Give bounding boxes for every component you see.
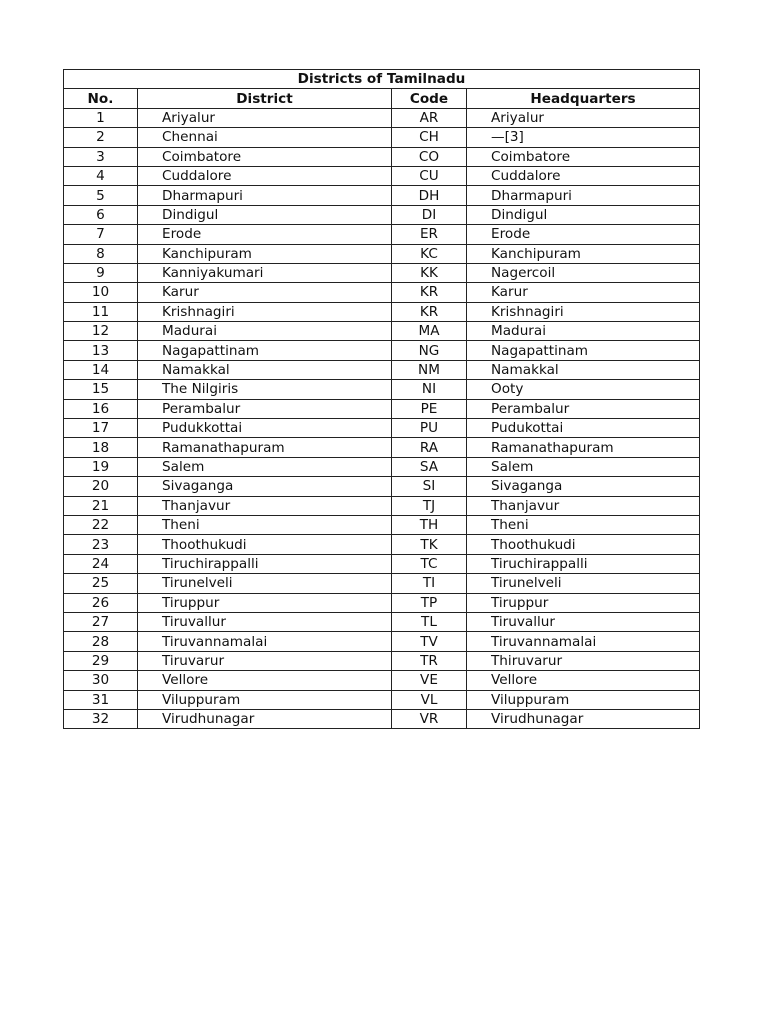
cell-district: Dharmapuri — [138, 186, 392, 205]
cell-district: Perambalur — [138, 399, 392, 418]
cell-code: ER — [392, 225, 467, 244]
cell-headquarters: Dharmapuri — [467, 186, 700, 205]
cell-headquarters: Tirunelveli — [467, 574, 700, 593]
cell-code: NM — [392, 360, 467, 379]
cell-code: TC — [392, 554, 467, 573]
table-row — [64, 360, 700, 379]
cell-code: CU — [392, 166, 467, 185]
table-row — [64, 457, 700, 476]
cell-code: PE — [392, 399, 467, 418]
table-row — [64, 302, 700, 321]
cell-district: Dindigul — [138, 205, 392, 224]
cell-district: Namakkal — [138, 360, 392, 379]
header-code: Code — [392, 89, 467, 108]
cell-no: 20 — [64, 477, 138, 496]
cell-headquarters: Krishnagiri — [467, 302, 700, 321]
cell-no: 26 — [64, 593, 138, 612]
cell-district: Thoothukudi — [138, 535, 392, 554]
cell-district: Tiruvannamalai — [138, 632, 392, 651]
cell-district: Tirunelveli — [138, 574, 392, 593]
cell-no: 21 — [64, 496, 138, 515]
table-row — [64, 166, 700, 185]
cell-no: 8 — [64, 244, 138, 263]
cell-district: Cuddalore — [138, 166, 392, 185]
cell-code: CH — [392, 128, 467, 147]
cell-no: 4 — [64, 166, 138, 185]
cell-no: 3 — [64, 147, 138, 166]
table-row — [64, 515, 700, 534]
cell-code: SI — [392, 477, 467, 496]
cell-code: MA — [392, 322, 467, 341]
table-row — [64, 651, 700, 670]
cell-headquarters: Sivaganga — [467, 477, 700, 496]
header-no: No. — [64, 89, 138, 108]
cell-code: RA — [392, 438, 467, 457]
cell-district: Nagapattinam — [138, 341, 392, 360]
cell-code: PU — [392, 419, 467, 438]
table-row — [64, 128, 700, 147]
cell-no: 18 — [64, 438, 138, 457]
cell-code: TJ — [392, 496, 467, 515]
cell-district: Salem — [138, 457, 392, 476]
cell-code: TH — [392, 515, 467, 534]
cell-code: TI — [392, 574, 467, 593]
table-row — [64, 322, 700, 341]
cell-headquarters: Ooty — [467, 380, 700, 399]
cell-code: NI — [392, 380, 467, 399]
cell-headquarters: Theni — [467, 515, 700, 534]
cell-no: 5 — [64, 186, 138, 205]
header-district: District — [138, 89, 392, 108]
cell-district: Chennai — [138, 128, 392, 147]
cell-no: 32 — [64, 709, 138, 728]
cell-district: Kanniyakumari — [138, 263, 392, 282]
table-row — [64, 225, 700, 244]
table-row — [64, 108, 700, 127]
cell-district: Erode — [138, 225, 392, 244]
cell-no: 24 — [64, 554, 138, 573]
cell-district: Thanjavur — [138, 496, 392, 515]
table-row — [64, 709, 700, 728]
cell-headquarters: Ramanathapuram — [467, 438, 700, 457]
cell-headquarters: Tiruppur — [467, 593, 700, 612]
cell-no: 7 — [64, 225, 138, 244]
cell-headquarters: Virudhunagar — [467, 709, 700, 728]
cell-district: Madurai — [138, 322, 392, 341]
cell-headquarters: Perambalur — [467, 399, 700, 418]
cell-district: The Nilgiris — [138, 380, 392, 399]
cell-no: 2 — [64, 128, 138, 147]
cell-code: VR — [392, 709, 467, 728]
cell-headquarters: Erode — [467, 225, 700, 244]
cell-code: VL — [392, 690, 467, 709]
cell-no: 19 — [64, 457, 138, 476]
table-title: Districts of Tamilnadu — [64, 70, 700, 89]
table-row — [64, 341, 700, 360]
cell-district: Sivaganga — [138, 477, 392, 496]
cell-headquarters: Viluppuram — [467, 690, 700, 709]
cell-district: Pudukkottai — [138, 419, 392, 438]
cell-headquarters: Nagercoil — [467, 263, 700, 282]
cell-no: 1 — [64, 108, 138, 127]
table-header-row — [64, 89, 700, 108]
cell-code: VE — [392, 671, 467, 690]
table-row — [64, 671, 700, 690]
table-row — [64, 419, 700, 438]
table-row — [64, 554, 700, 573]
cell-code: TR — [392, 651, 467, 670]
table-row — [64, 186, 700, 205]
cell-district: Vellore — [138, 671, 392, 690]
cell-district: Tiruchirappalli — [138, 554, 392, 573]
table-row — [64, 244, 700, 263]
cell-headquarters: Salem — [467, 457, 700, 476]
cell-code: DH — [392, 186, 467, 205]
cell-no: 10 — [64, 283, 138, 302]
table-row — [64, 535, 700, 554]
cell-code: AR — [392, 108, 467, 127]
cell-code: TV — [392, 632, 467, 651]
table-row — [64, 496, 700, 515]
cell-no: 6 — [64, 205, 138, 224]
table-row — [64, 574, 700, 593]
cell-district: Ramanathapuram — [138, 438, 392, 457]
cell-headquarters: —[3] — [467, 128, 700, 147]
cell-district: Ariyalur — [138, 108, 392, 127]
cell-headquarters: Vellore — [467, 671, 700, 690]
table-title-row — [64, 70, 700, 89]
cell-headquarters: Tiruvallur — [467, 612, 700, 631]
table-body — [64, 108, 700, 729]
cell-no: 27 — [64, 612, 138, 631]
cell-code: DI — [392, 205, 467, 224]
cell-no: 31 — [64, 690, 138, 709]
cell-district: Coimbatore — [138, 147, 392, 166]
table-row — [64, 283, 700, 302]
cell-headquarters: Cuddalore — [467, 166, 700, 185]
cell-no: 14 — [64, 360, 138, 379]
cell-district: Karur — [138, 283, 392, 302]
cell-code: SA — [392, 457, 467, 476]
header-headquarters: Headquarters — [467, 89, 700, 108]
cell-headquarters: Ariyalur — [467, 108, 700, 127]
cell-headquarters: Thoothukudi — [467, 535, 700, 554]
table-row — [64, 593, 700, 612]
cell-code: TK — [392, 535, 467, 554]
cell-headquarters: Thiruvarur — [467, 651, 700, 670]
cell-no: 22 — [64, 515, 138, 534]
table-row — [64, 477, 700, 496]
cell-district: Kanchipuram — [138, 244, 392, 263]
cell-no: 25 — [64, 574, 138, 593]
table-row — [64, 399, 700, 418]
cell-no: 17 — [64, 419, 138, 438]
cell-code: CO — [392, 147, 467, 166]
cell-no: 9 — [64, 263, 138, 282]
cell-district: Virudhunagar — [138, 709, 392, 728]
cell-district: Tiruppur — [138, 593, 392, 612]
cell-code: KK — [392, 263, 467, 282]
table-row — [64, 380, 700, 399]
table-row — [64, 438, 700, 457]
cell-headquarters: Madurai — [467, 322, 700, 341]
cell-code: KR — [392, 302, 467, 321]
table-row — [64, 205, 700, 224]
table-row — [64, 632, 700, 651]
cell-code: KR — [392, 283, 467, 302]
cell-headquarters: Dindigul — [467, 205, 700, 224]
cell-no: 11 — [64, 302, 138, 321]
cell-no: 28 — [64, 632, 138, 651]
cell-headquarters: Thanjavur — [467, 496, 700, 515]
cell-headquarters: Tiruvannamalai — [467, 632, 700, 651]
districts-table — [63, 69, 700, 729]
table-row — [64, 612, 700, 631]
cell-district: Tiruvallur — [138, 612, 392, 631]
cell-district: Krishnagiri — [138, 302, 392, 321]
cell-code: TP — [392, 593, 467, 612]
cell-headquarters: Kanchipuram — [467, 244, 700, 263]
table-row — [64, 147, 700, 166]
cell-no: 23 — [64, 535, 138, 554]
cell-district: Tiruvarur — [138, 651, 392, 670]
cell-no: 12 — [64, 322, 138, 341]
cell-headquarters: Pudukottai — [467, 419, 700, 438]
cell-headquarters: Coimbatore — [467, 147, 700, 166]
cell-headquarters: Karur — [467, 283, 700, 302]
cell-code: TL — [392, 612, 467, 631]
table-row — [64, 263, 700, 282]
cell-no: 15 — [64, 380, 138, 399]
cell-no: 30 — [64, 671, 138, 690]
cell-district: Viluppuram — [138, 690, 392, 709]
cell-no: 29 — [64, 651, 138, 670]
cell-district: Theni — [138, 515, 392, 534]
cell-code: KC — [392, 244, 467, 263]
table-row — [64, 690, 700, 709]
cell-no: 13 — [64, 341, 138, 360]
cell-code: NG — [392, 341, 467, 360]
cell-no: 16 — [64, 399, 138, 418]
cell-headquarters: Tiruchirappalli — [467, 554, 700, 573]
cell-headquarters: Nagapattinam — [467, 341, 700, 360]
cell-headquarters: Namakkal — [467, 360, 700, 379]
